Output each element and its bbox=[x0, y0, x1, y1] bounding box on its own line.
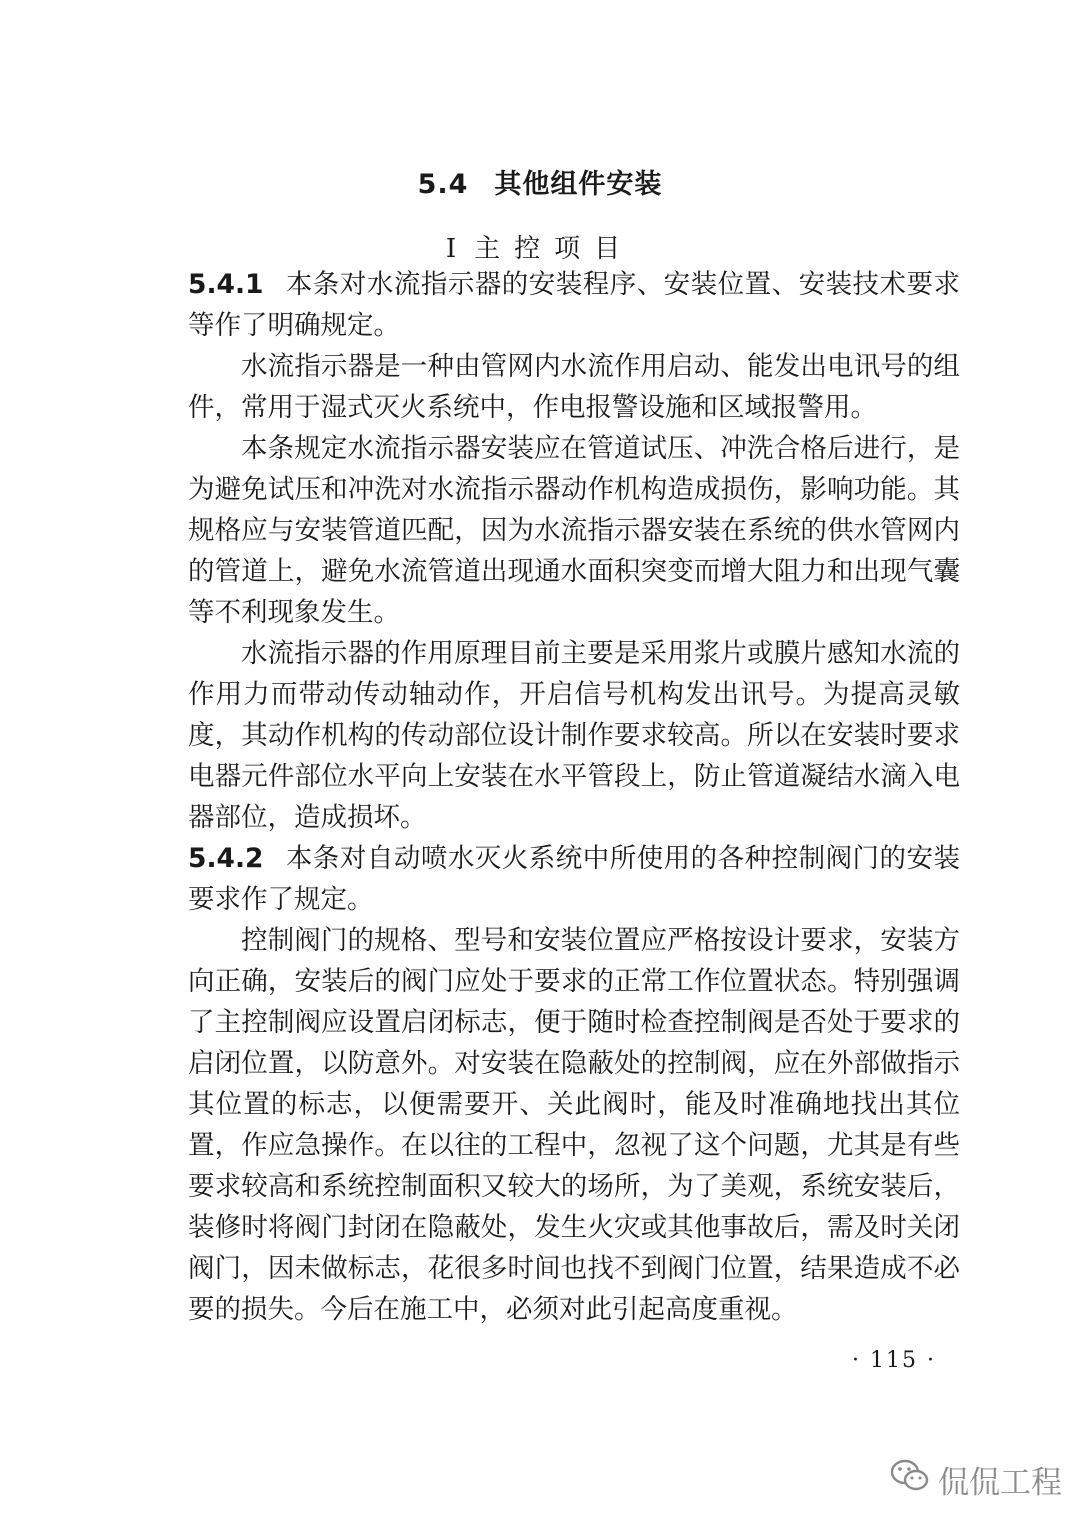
paragraph-6 bbox=[188, 920, 960, 1330]
page-number: · 115 · bbox=[852, 1348, 936, 1373]
body-text bbox=[188, 264, 960, 1330]
paragraph-1 bbox=[188, 264, 960, 346]
paragraph-text: 本条对水流指示器的安装程序、安装位置、安装技术要求等作了明确规定。 bbox=[188, 269, 960, 341]
paragraph-4 bbox=[188, 633, 960, 838]
paragraph-text: 水流指示器的作用原理目前主要是采用浆片或膜片感知水流的作用力而带动传动轴动作，开启信号机构发出讯号。为提高灵敏度，其动作机构的传动部位设计制作要求较高。所以在安装时要求电器元件部位水平向上安装在水平管段上，防止管道凝结水滴入电器部位，造成损坏。 bbox=[188, 638, 960, 833]
paragraph-2 bbox=[188, 346, 960, 428]
wechat-icon bbox=[890, 1459, 938, 1501]
section-title-text: 其他组件安装 bbox=[494, 169, 663, 200]
subsection-title-text: 主控项目 bbox=[474, 234, 635, 264]
paragraph-3 bbox=[188, 428, 960, 633]
clause-number: 5.4.1 bbox=[188, 269, 264, 300]
subsection-roman: I bbox=[445, 234, 457, 264]
paragraph-text: 水流指示器是一种由管网内水流作用启动、能发出电讯号的组件，常用于湿式灭火系统中，作电报警设施和区域报警用。 bbox=[188, 351, 960, 423]
subsection-title bbox=[0, 228, 1080, 265]
clause-number: 5.4.2 bbox=[188, 843, 264, 874]
section-title bbox=[0, 162, 1080, 201]
paragraph-5 bbox=[188, 838, 960, 920]
paragraph-text: 控制阀门的规格、型号和安装位置应严格按设计要求，安装方向正确，安装后的阀门应处于要求的正常工作位置状态。特别强调了主控制阀应设置启闭标志，便于随时检查控制阀是否处于要求的启闭位置，以防意外。对安装在隐蔽处的控制阀，应在外部做指示其位置的标志，以便需要开、关此阀时，能及时准确地找出其位置，作应急操作。在以往的工程中，忽视了这个问题，尤其是有些要求较高和系统控制面积又较大的场所，为了美观，系统安装后，装修时将阀门封闭在隐蔽处，发生火灾或其他事故后，需及时关闭阀门，因未做标志，花很多时间也找不到阀门位置，结果造成不必要的损失。今后在施工中，必须对此引起高度重视。 bbox=[188, 925, 960, 1325]
watermark-text: 侃侃工程 bbox=[938, 1465, 1062, 1501]
watermark bbox=[890, 1457, 1062, 1502]
section-number: 5.4 bbox=[417, 169, 469, 200]
paragraph-text: 本条规定水流指示器安装应在管道试压、冲洗合格后进行，是为避免试压和冲洗对水流指示器动作机构造成损伤，影响功能。其规格应与安装管道匹配，因为水流指示器安装在系统的供水管网内的管道上，避免水流管道出现通水面积突变而增大阻力和出现气囊等不利现象发生。 bbox=[188, 433, 960, 628]
paragraph-text: 本条对自动喷水灭火系统中所使用的各种控制阀门的安装要求作了规定。 bbox=[188, 843, 960, 915]
